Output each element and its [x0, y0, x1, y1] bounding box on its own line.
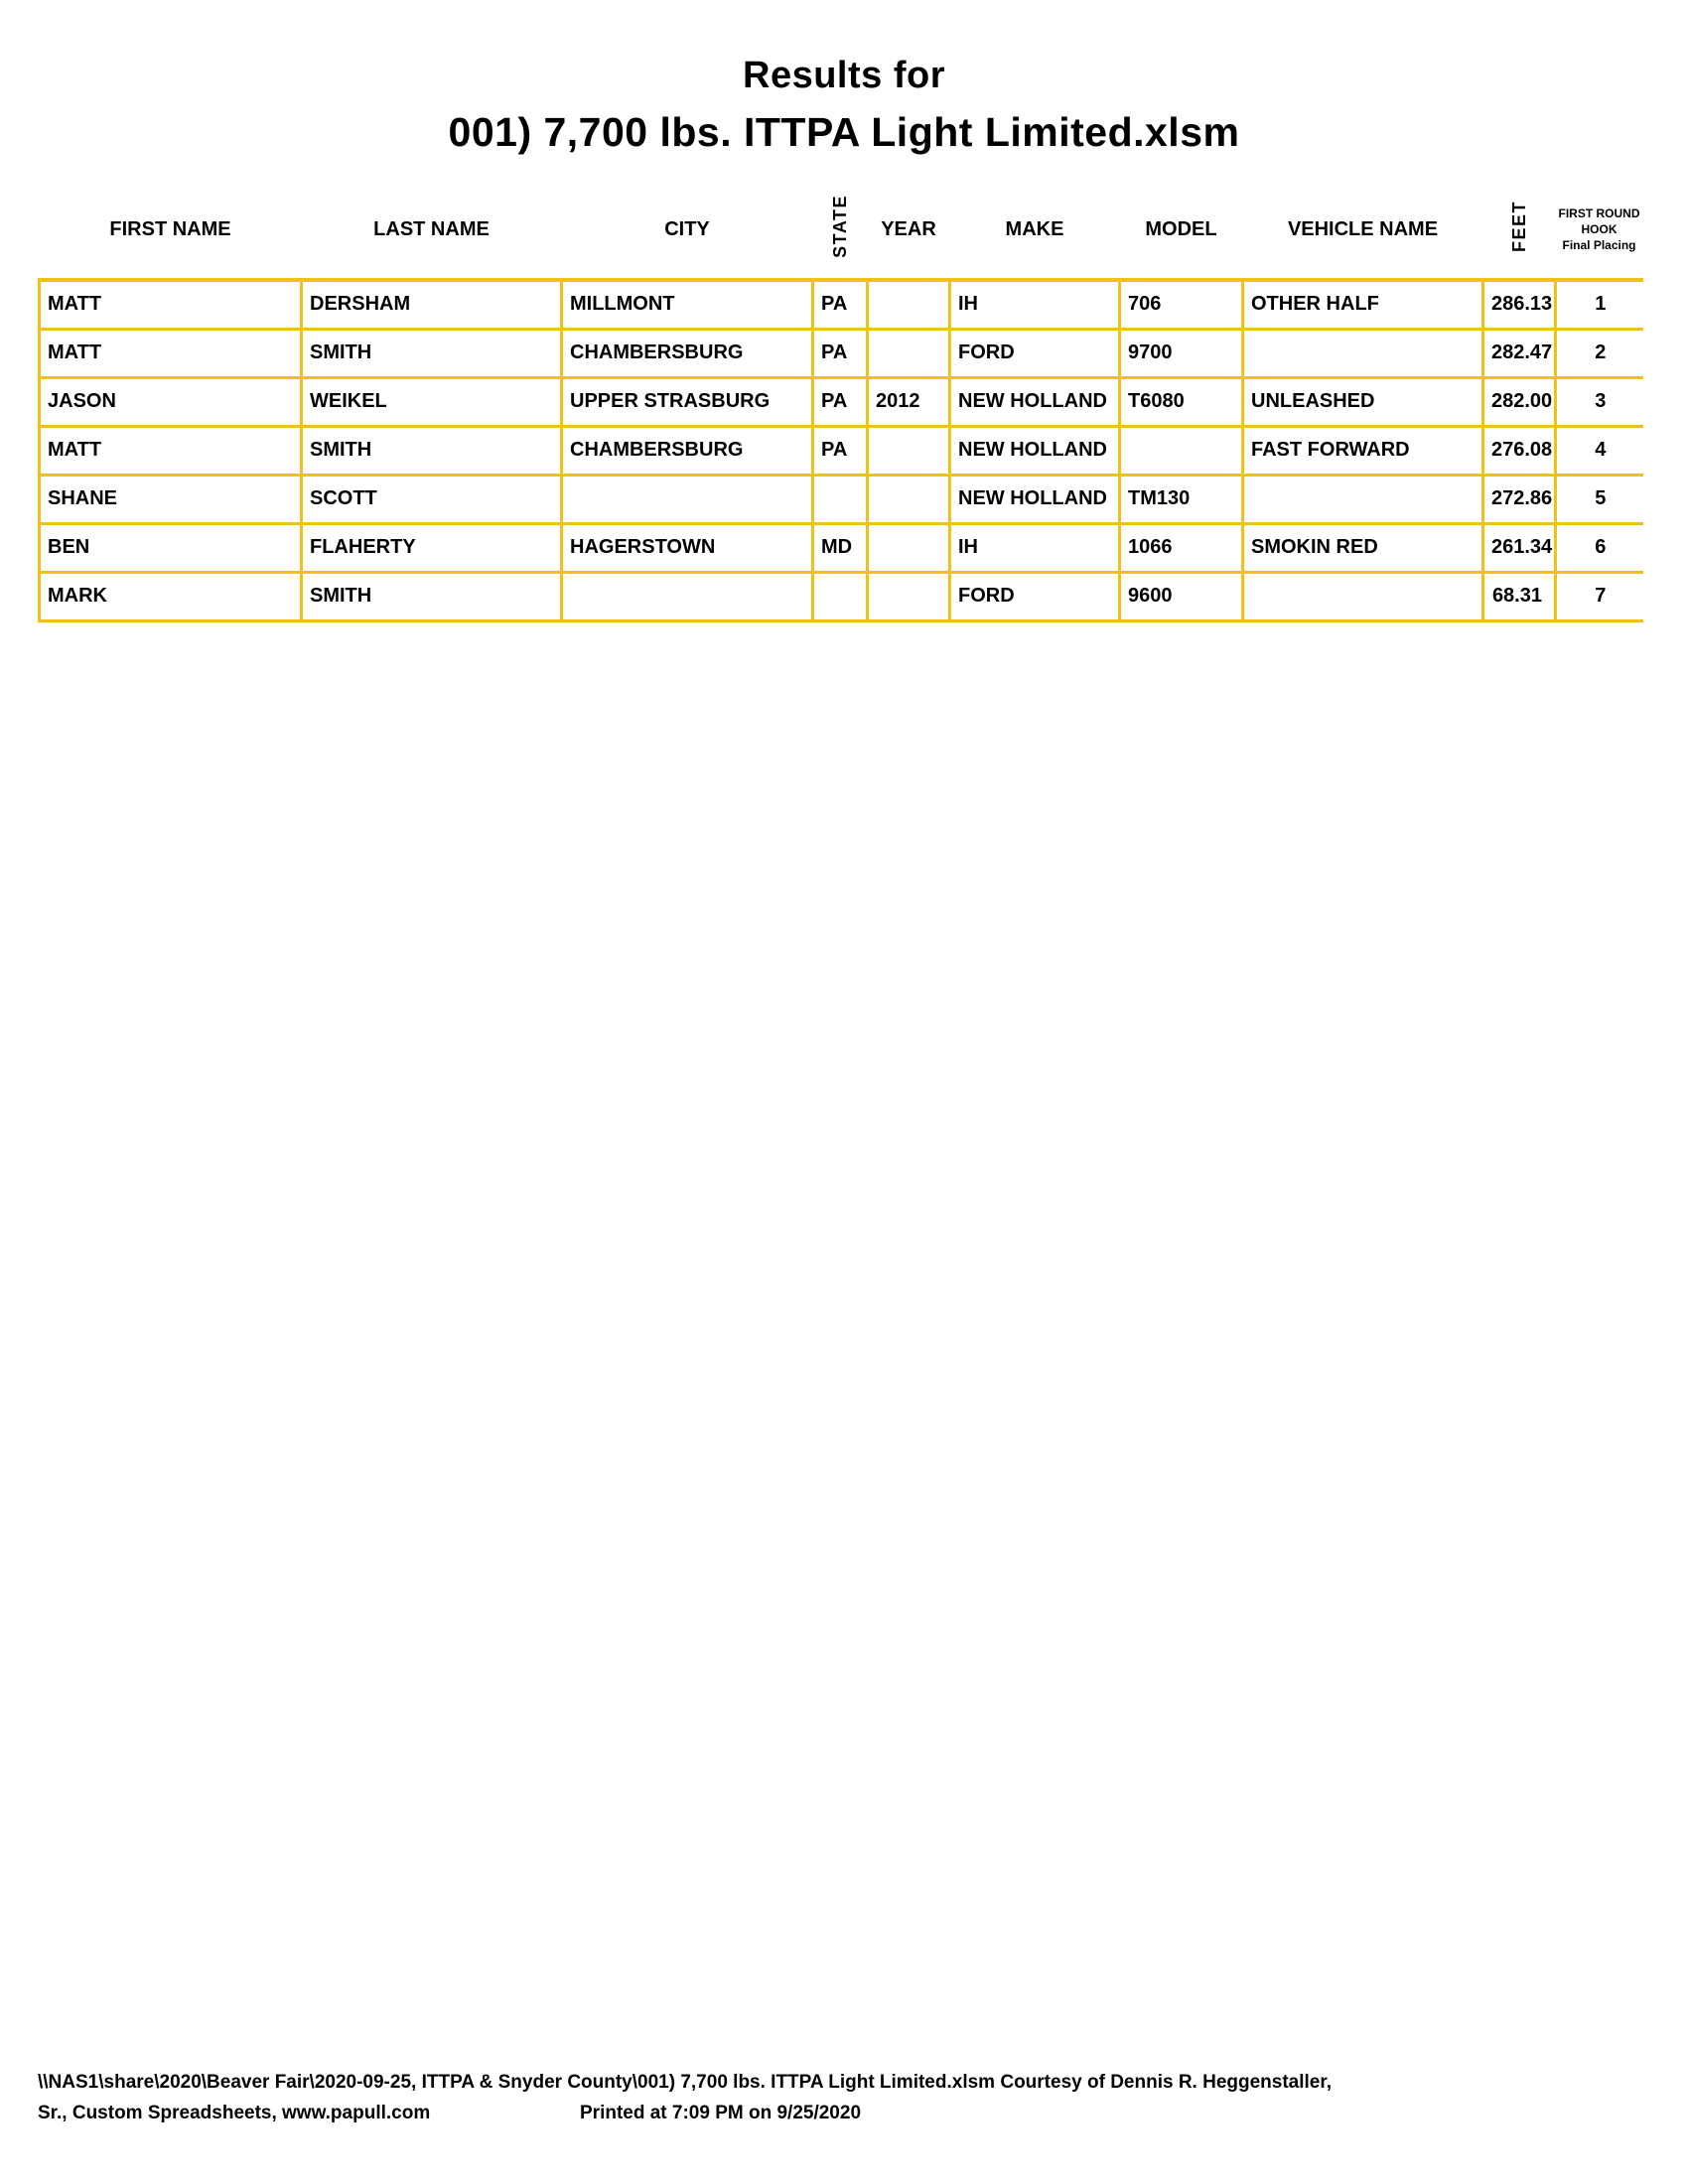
footer: [38, 2067, 1666, 2128]
cell-city: MILLMONT: [562, 280, 813, 329]
col-header-city: CITY: [562, 181, 813, 280]
cell-last-name: SMITH: [302, 572, 562, 620]
cell-make: FORD: [950, 329, 1120, 377]
cell-vehicle-name: FAST FORWARD: [1243, 426, 1483, 475]
cell-placing: 2: [1556, 329, 1643, 377]
cell-city: UPPER STRASBURG: [562, 377, 813, 426]
cell-model: T6080: [1120, 377, 1243, 426]
cell-city: [562, 572, 813, 620]
cell-vehicle-name: UNLEASHED: [1243, 377, 1483, 426]
cell-last-name: FLAHERTY: [302, 523, 562, 572]
cell-placing: 6: [1556, 523, 1643, 572]
hook-header-line2: HOOK: [1581, 222, 1618, 236]
cell-last-name: SCOTT: [302, 475, 562, 523]
cell-make: FORD: [950, 572, 1120, 620]
hook-header-line1: FIRST ROUND: [1558, 206, 1640, 220]
page-subtitle-filename: 001) 7,700 lbs. ITTPA Light Limited.xlsm: [448, 109, 1240, 155]
cell-vehicle-name: OTHER HALF: [1243, 280, 1483, 329]
cell-state: [813, 475, 868, 523]
cell-year: [868, 523, 950, 572]
cell-city: HAGERSTOWN: [562, 523, 813, 572]
results-table-body: [40, 280, 1643, 620]
cell-model: TM130: [1120, 475, 1243, 523]
cell-state: PA: [813, 280, 868, 329]
cell-last-name: DERSHAM: [302, 280, 562, 329]
col-header-year: YEAR: [868, 181, 950, 280]
cell-state: PA: [813, 426, 868, 475]
table-row: [40, 377, 1643, 426]
footer-line2: [38, 2098, 1666, 2128]
cell-feet: 286.13: [1483, 280, 1556, 329]
table-row: [40, 280, 1643, 329]
cell-model: 9700: [1120, 329, 1243, 377]
cell-feet: 276.08: [1483, 426, 1556, 475]
cell-first-name: BEN: [40, 523, 302, 572]
cell-make: NEW HOLLAND: [950, 377, 1120, 426]
cell-year: [868, 280, 950, 329]
cell-feet: 282.00: [1483, 377, 1556, 426]
cell-feet: 282.47: [1483, 329, 1556, 377]
cell-year: [868, 426, 950, 475]
cell-last-name: WEIKEL: [302, 377, 562, 426]
cell-state: PA: [813, 377, 868, 426]
cell-first-name: MATT: [40, 329, 302, 377]
cell-year: 2012: [868, 377, 950, 426]
table-row: [40, 572, 1643, 620]
cell-model: 1066: [1120, 523, 1243, 572]
cell-vehicle-name: [1243, 329, 1483, 377]
cell-placing: 4: [1556, 426, 1643, 475]
title-block: [0, 52, 1688, 157]
table-row: [40, 523, 1643, 572]
feet-rotated-label: FEET: [1509, 200, 1529, 252]
footer-printed-timestamp: Printed at 7:09 PM on 9/25/2020: [580, 2103, 862, 2123]
table-row: [40, 475, 1643, 523]
cell-city: CHAMBERSBURG: [562, 426, 813, 475]
hook-header-line3: Final Placing: [1562, 238, 1636, 252]
results-table-header: [40, 181, 1643, 280]
cell-year: [868, 572, 950, 620]
cell-make: NEW HOLLAND: [950, 426, 1120, 475]
cell-model: 706: [1120, 280, 1243, 329]
cell-placing: 7: [1556, 572, 1643, 620]
col-header-first-round-hook: [1556, 181, 1643, 280]
cell-first-name: SHANE: [40, 475, 302, 523]
cell-vehicle-name: [1243, 475, 1483, 523]
results-table: [38, 181, 1643, 622]
cell-state: PA: [813, 329, 868, 377]
col-header-make: MAKE: [950, 181, 1120, 280]
cell-last-name: SMITH: [302, 426, 562, 475]
cell-placing: 5: [1556, 475, 1643, 523]
cell-year: [868, 475, 950, 523]
cell-placing: 1: [1556, 280, 1643, 329]
cell-vehicle-name: SMOKIN RED: [1243, 523, 1483, 572]
cell-placing: 3: [1556, 377, 1643, 426]
cell-make: IH: [950, 523, 1120, 572]
col-header-last-name: LAST NAME: [302, 181, 562, 280]
col-header-model: MODEL: [1120, 181, 1243, 280]
cell-year: [868, 329, 950, 377]
table-row: [40, 426, 1643, 475]
cell-feet: 272.86: [1483, 475, 1556, 523]
cell-city: CHAMBERSBURG: [562, 329, 813, 377]
cell-model: [1120, 426, 1243, 475]
cell-state: [813, 572, 868, 620]
col-header-vehicle-name: VEHICLE NAME: [1243, 181, 1483, 280]
footer-file-path-line: \\NAS1\share\2020\Beaver Fair\2020-09-25, ITTPA & Snyder County\001) 7,700 lbs. ITTPA Light Limited.xlsm Courtesy of Dennis R. Heggenstaller,: [38, 2072, 1332, 2093]
state-rotated-label: STATE: [830, 195, 850, 258]
cell-state: MD: [813, 523, 868, 572]
col-header-first-name: FIRST NAME: [40, 181, 302, 280]
cell-feet: 261.34: [1483, 523, 1556, 572]
cell-vehicle-name: [1243, 572, 1483, 620]
cell-make: IH: [950, 280, 1120, 329]
cell-first-name: JASON: [40, 377, 302, 426]
cell-last-name: SMITH: [302, 329, 562, 377]
col-header-state: [813, 181, 868, 280]
cell-first-name: MATT: [40, 280, 302, 329]
cell-feet: 68.31: [1483, 572, 1556, 620]
cell-city: [562, 475, 813, 523]
cell-first-name: MARK: [40, 572, 302, 620]
header-row: [40, 181, 1643, 280]
col-header-feet: [1483, 181, 1556, 280]
page-title: Results for: [743, 55, 945, 96]
footer-credit-text: Sr., Custom Spreadsheets, www.papull.com: [38, 2103, 431, 2123]
cell-first-name: MATT: [40, 426, 302, 475]
cell-make: NEW HOLLAND: [950, 475, 1120, 523]
table-row: [40, 329, 1643, 377]
cell-model: 9600: [1120, 572, 1243, 620]
